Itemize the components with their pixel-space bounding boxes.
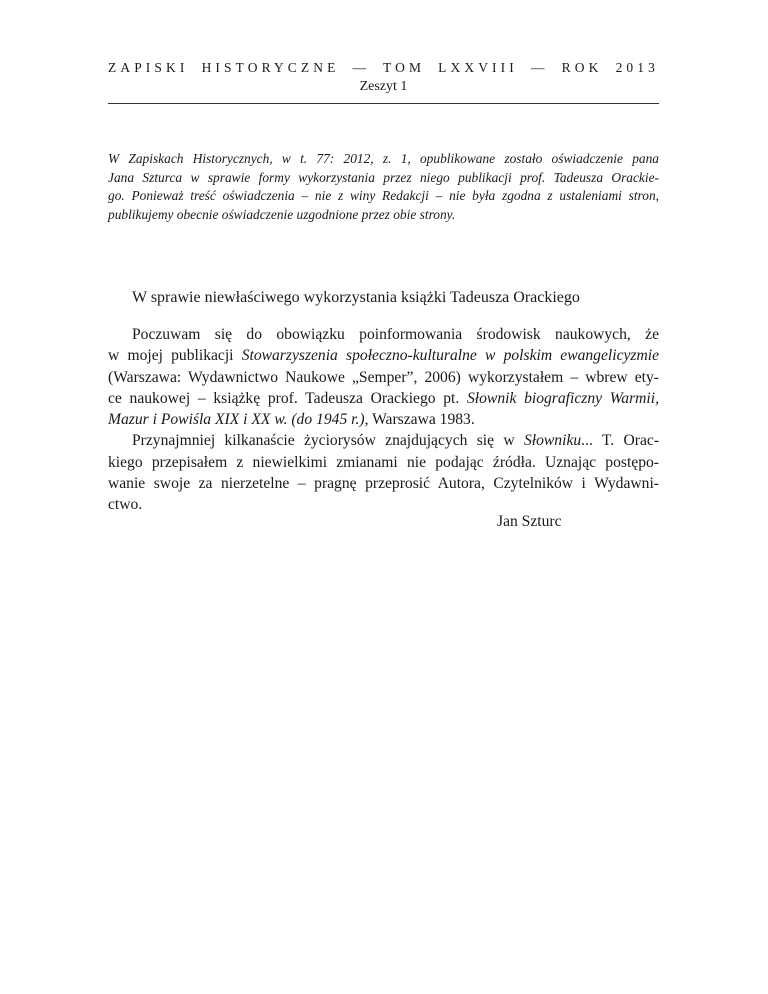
paragraph-1-line — [108, 409, 659, 430]
paragraph-2-line — [108, 494, 659, 515]
editorial-note — [108, 150, 659, 224]
book-title-italic: Stowarzyszenia społeczno-kulturalne w polskim ewangelicyzmie — [241, 347, 659, 365]
text-run: ... T. Orac- — [581, 432, 659, 450]
statement-title: W sprawie niewłaściwego wykorzystania książki Tadeusza Orackiego — [132, 289, 580, 306]
book-title-italic: Mazur i Powiśla XIX i XX w. (do 1945 r.) — [108, 411, 365, 429]
text-run: , Warszawa 1983. — [364, 411, 475, 429]
editorial-note-line: go. Ponieważ treść oświadczenia – nie z winy Redakcji – nie była zgodna z ustaleniami stron, — [108, 188, 659, 204]
paragraph-1-line — [108, 324, 659, 345]
text-run: Przynajmniej kilkanaście życiorysów znajdujących się w — [132, 432, 524, 450]
book-title-italic: Słowniku — [523, 432, 582, 450]
text-run: wanie swoje za nierzetelne – pragnę przeprosić Autora, Czytelników i Wydawni- — [108, 475, 659, 493]
header-rule — [108, 103, 659, 104]
issue-label: Zeszyt 1 — [359, 79, 408, 94]
editorial-note-line: publikujemy obecnie oświadczenie uzgodnione przez obie strony. — [108, 206, 456, 222]
signature: Jan Szturc — [497, 513, 562, 530]
book-title-italic: Słownik biograficzny Warmii, — [467, 389, 659, 407]
text-run: ce naukowej – książkę prof. Tadeusza Orackiego pt. — [108, 389, 467, 407]
text-run: ctwo. — [108, 496, 143, 514]
text-run: w mojej publikacji — [108, 347, 242, 365]
paragraph-2-line — [108, 452, 659, 473]
text-run: kiego przepisałem z niewielkimi zmianami nie podając źródła. Uznając postępo- — [108, 453, 659, 471]
text-run: Poczuwam się do obowiązku poinformowania środowisk naukowych, że — [132, 326, 659, 343]
paragraph-1-line — [108, 345, 659, 366]
text-run: (Warszawa: Wydawnictwo Naukowe „Semper”, 2006) wykorzystałem – wbrew ety- — [108, 368, 659, 386]
document-page — [108, 0, 659, 994]
paragraph-2-line — [108, 430, 659, 451]
paragraph-1-line — [108, 367, 659, 388]
paragraph-2-line — [108, 473, 659, 494]
statement-body — [108, 324, 659, 516]
running-head: ZAPISKI HISTORYCZNE — TOM LXXVIII — ROK 2013 — [108, 60, 659, 75]
editorial-note-line: W Zapiskach Historycznych, w t. 77: 2012, z. 1, opublikowane zostało oświadczenie pana — [108, 151, 659, 166]
editorial-note-line: Jana Szturca w sprawie formy wykorzystania przez niego publikacji prof. Tadeusza Orackie- — [108, 169, 659, 185]
paragraph-1-line — [108, 388, 659, 409]
